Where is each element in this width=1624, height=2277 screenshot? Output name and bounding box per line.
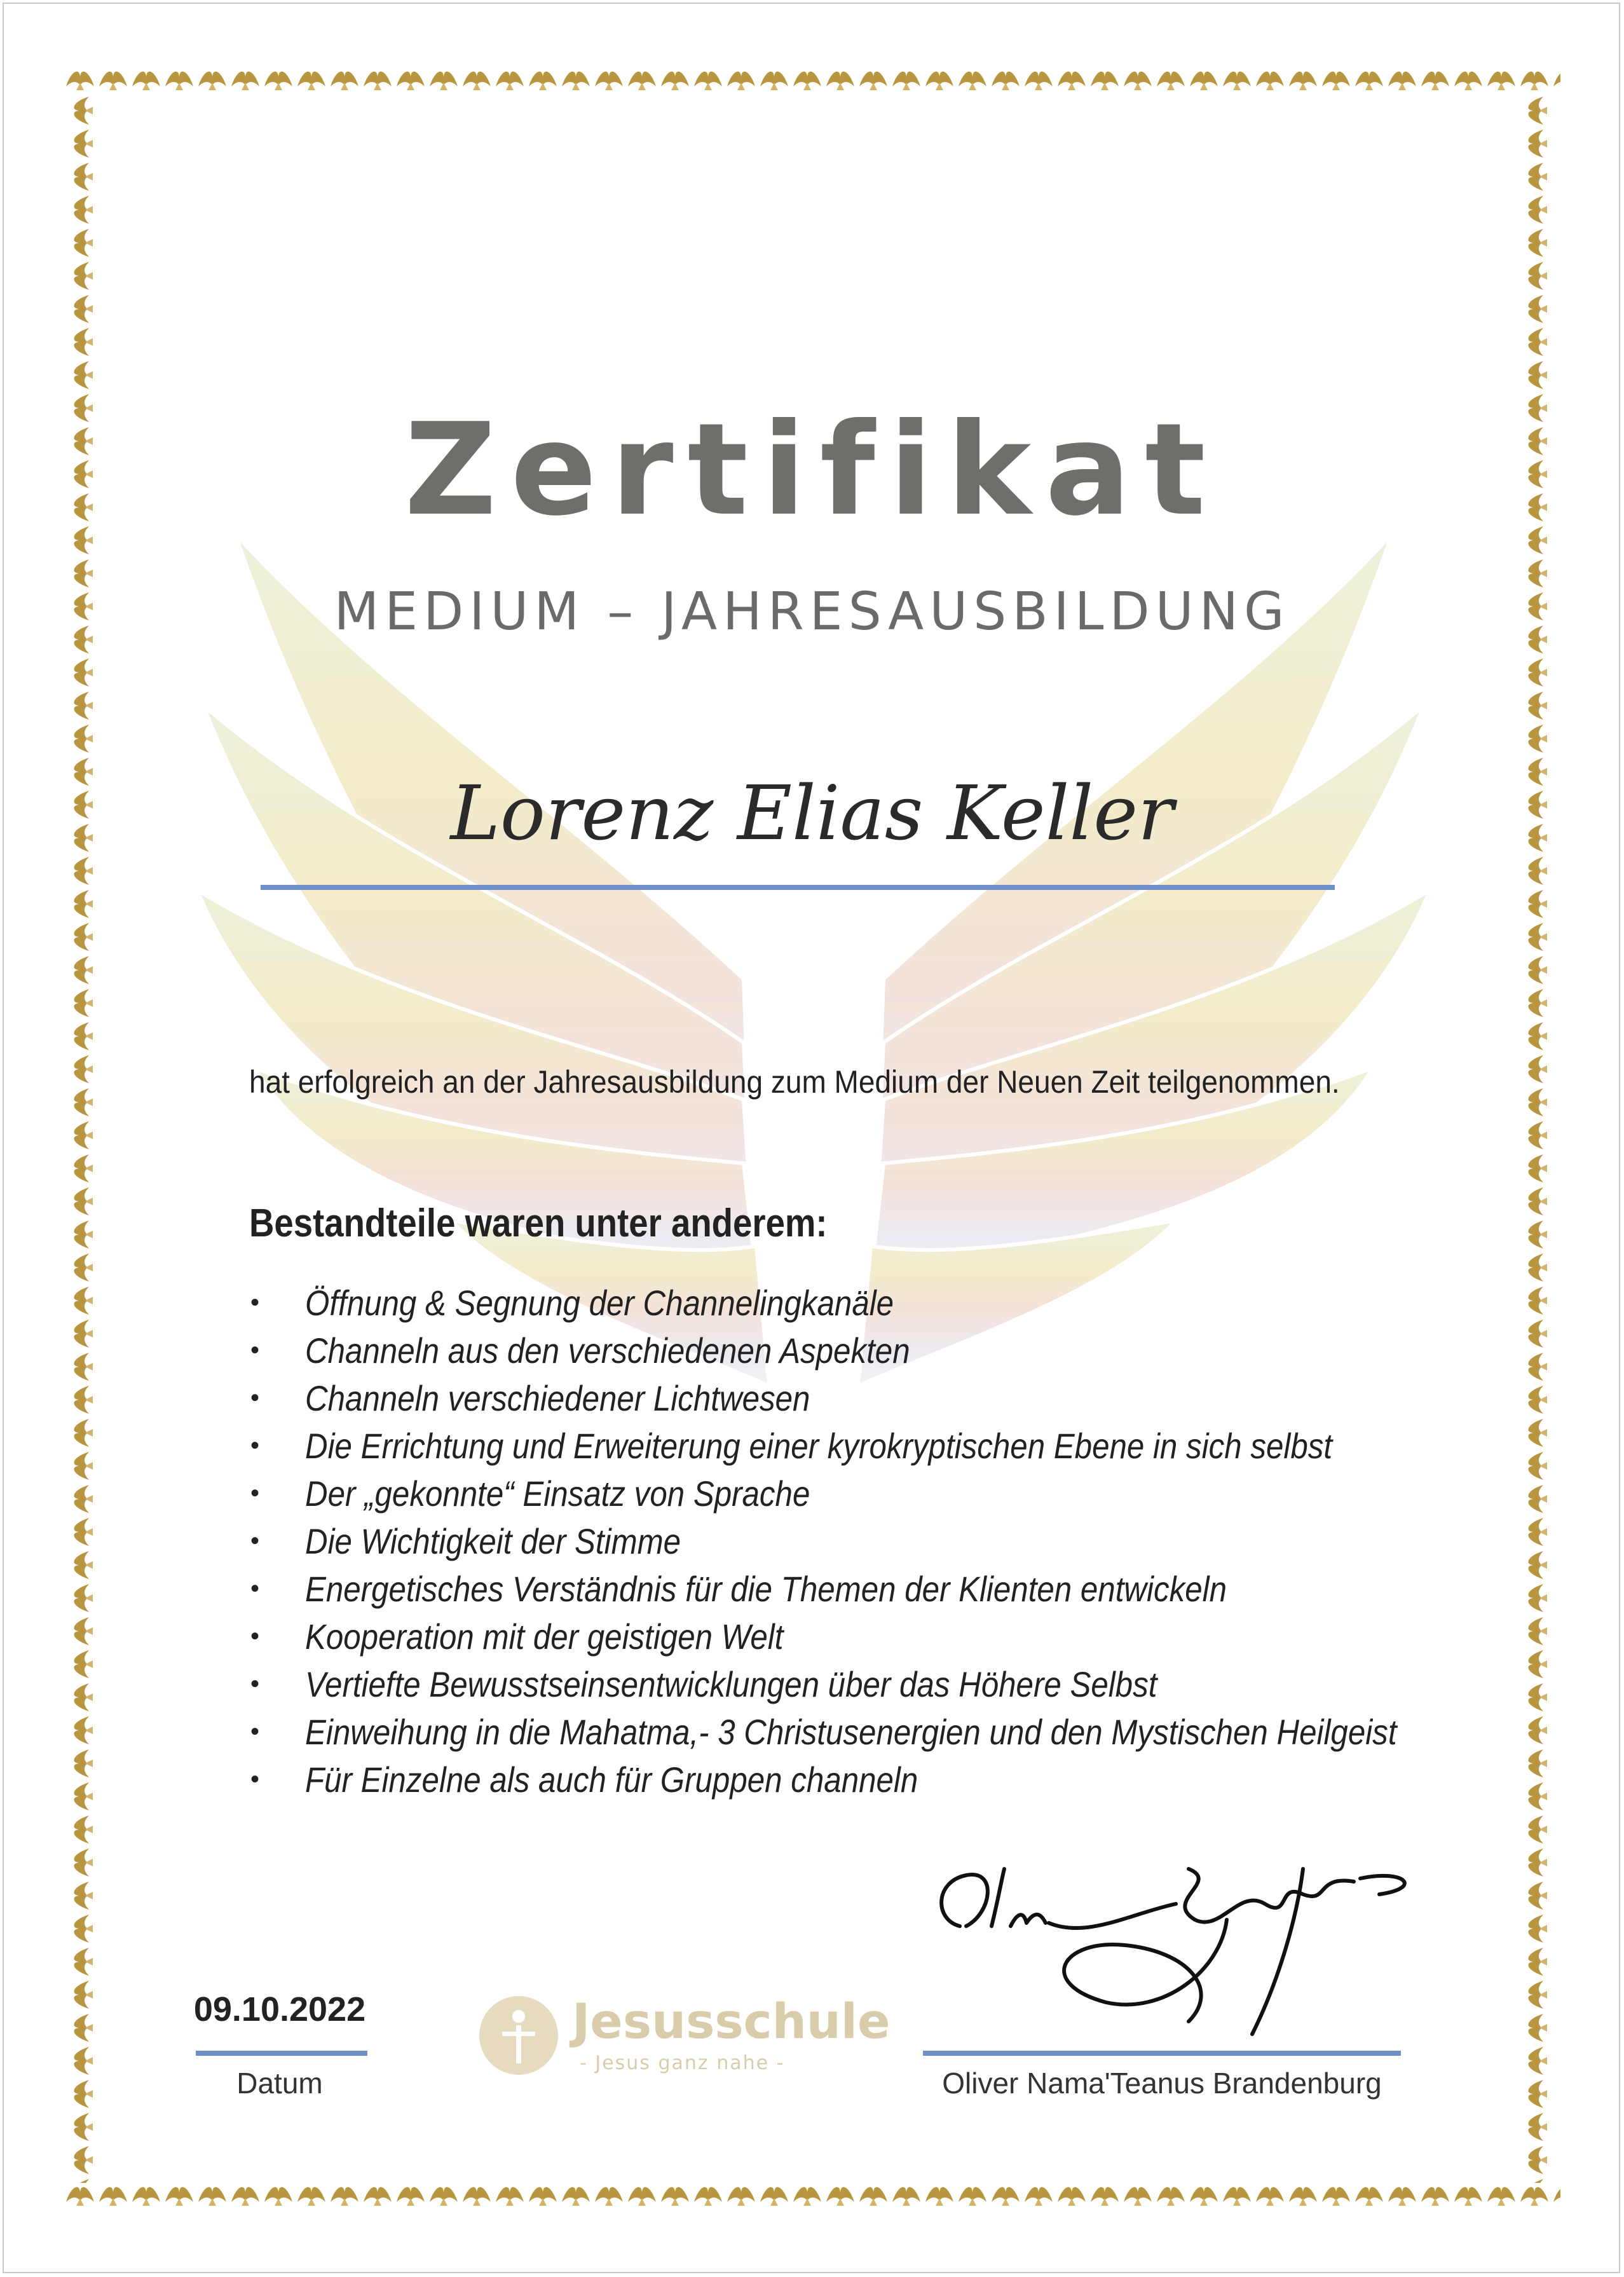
logo-name: Jesusschule [572, 1993, 890, 2049]
bullet: • [250, 1479, 260, 1507]
certificate-subtitle: MEDIUM – JAHRESAUSBILDUNG [334, 582, 1290, 642]
signature-caption: Oliver Nama'Teanus Brandenburg [942, 2067, 1382, 2100]
recipient-underline [261, 885, 1335, 890]
signature-underline [923, 2051, 1401, 2056]
list-item [249, 1613, 1546, 1660]
list-item [249, 1660, 1546, 1708]
bullet: • [250, 1384, 260, 1412]
topic-text: Öffnung & Segnung der Channelingkanäle [305, 1283, 894, 1323]
date-value: 09.10.2022 [193, 1990, 366, 2028]
list-item [249, 1756, 1546, 1803]
list-item [249, 1279, 1546, 1327]
jesusschule-cross-icon [478, 1995, 559, 2076]
topic-text: Der „gekonnte“ Einsatz von Sprache [305, 1474, 810, 1514]
date-underline [196, 2051, 367, 2056]
topics-list [249, 1279, 1546, 1803]
topic-text: Kooperation mit der geistigen Welt [305, 1617, 784, 1657]
completion-statement: hat erfolgreich an der Jahresausbildung zum Medium der Neuen Zeit teilgenommen. [249, 1064, 1340, 1100]
list-item [249, 1708, 1546, 1756]
topic-text: Vertiefte Bewusstseinsentwicklungen über das Höhere Selbst [305, 1664, 1157, 1704]
bullet: • [250, 1670, 260, 1698]
bullet: • [250, 1336, 260, 1364]
bullet: • [250, 1622, 260, 1650]
bullet: • [250, 1527, 260, 1555]
topic-text: Einweihung in die Mahatma,- 3 Christusenergien und den Mystischen Heilgeist [305, 1712, 1397, 1752]
logo-tagline: - Jesus ganz nahe - [580, 2052, 785, 2074]
bullet: • [250, 1575, 260, 1603]
topic-text: Energetisches Verständnis für die Themen der Klienten entwickeln [305, 1569, 1227, 1609]
list-item [249, 1327, 1546, 1374]
topic-text: Die Errichtung und Erweiterung einer kyrokryptischen Ebene in sich selbst [305, 1426, 1333, 1466]
topic-text: Die Wichtigkeit der Stimme [305, 1521, 681, 1561]
topic-text: Channeln verschiedener Lichtwesen [305, 1378, 810, 1418]
jesusschule-logo [478, 1990, 890, 2079]
list-item [249, 1374, 1546, 1422]
certificate-title: Zertifikat [404, 396, 1220, 544]
list-item [249, 1422, 1546, 1470]
bullet: • [250, 1432, 260, 1460]
list-item [249, 1470, 1546, 1517]
topic-text: Channeln aus den verschiedenen Aspekten [305, 1330, 910, 1371]
bullet: • [250, 1765, 260, 1793]
list-item [249, 1517, 1546, 1565]
bullet: • [250, 1718, 260, 1746]
topic-text: Für Einzelne als auch für Gruppen channeln [305, 1760, 918, 1800]
topics-heading: Bestandteile waren unter anderem: [249, 1201, 828, 1245]
recipient-name: Lorenz Elias Keller [450, 769, 1174, 857]
handwritten-signature [922, 1843, 1443, 2047]
date-caption: Datum [236, 2067, 323, 2100]
list-item [249, 1565, 1546, 1613]
bullet: • [250, 1289, 260, 1316]
